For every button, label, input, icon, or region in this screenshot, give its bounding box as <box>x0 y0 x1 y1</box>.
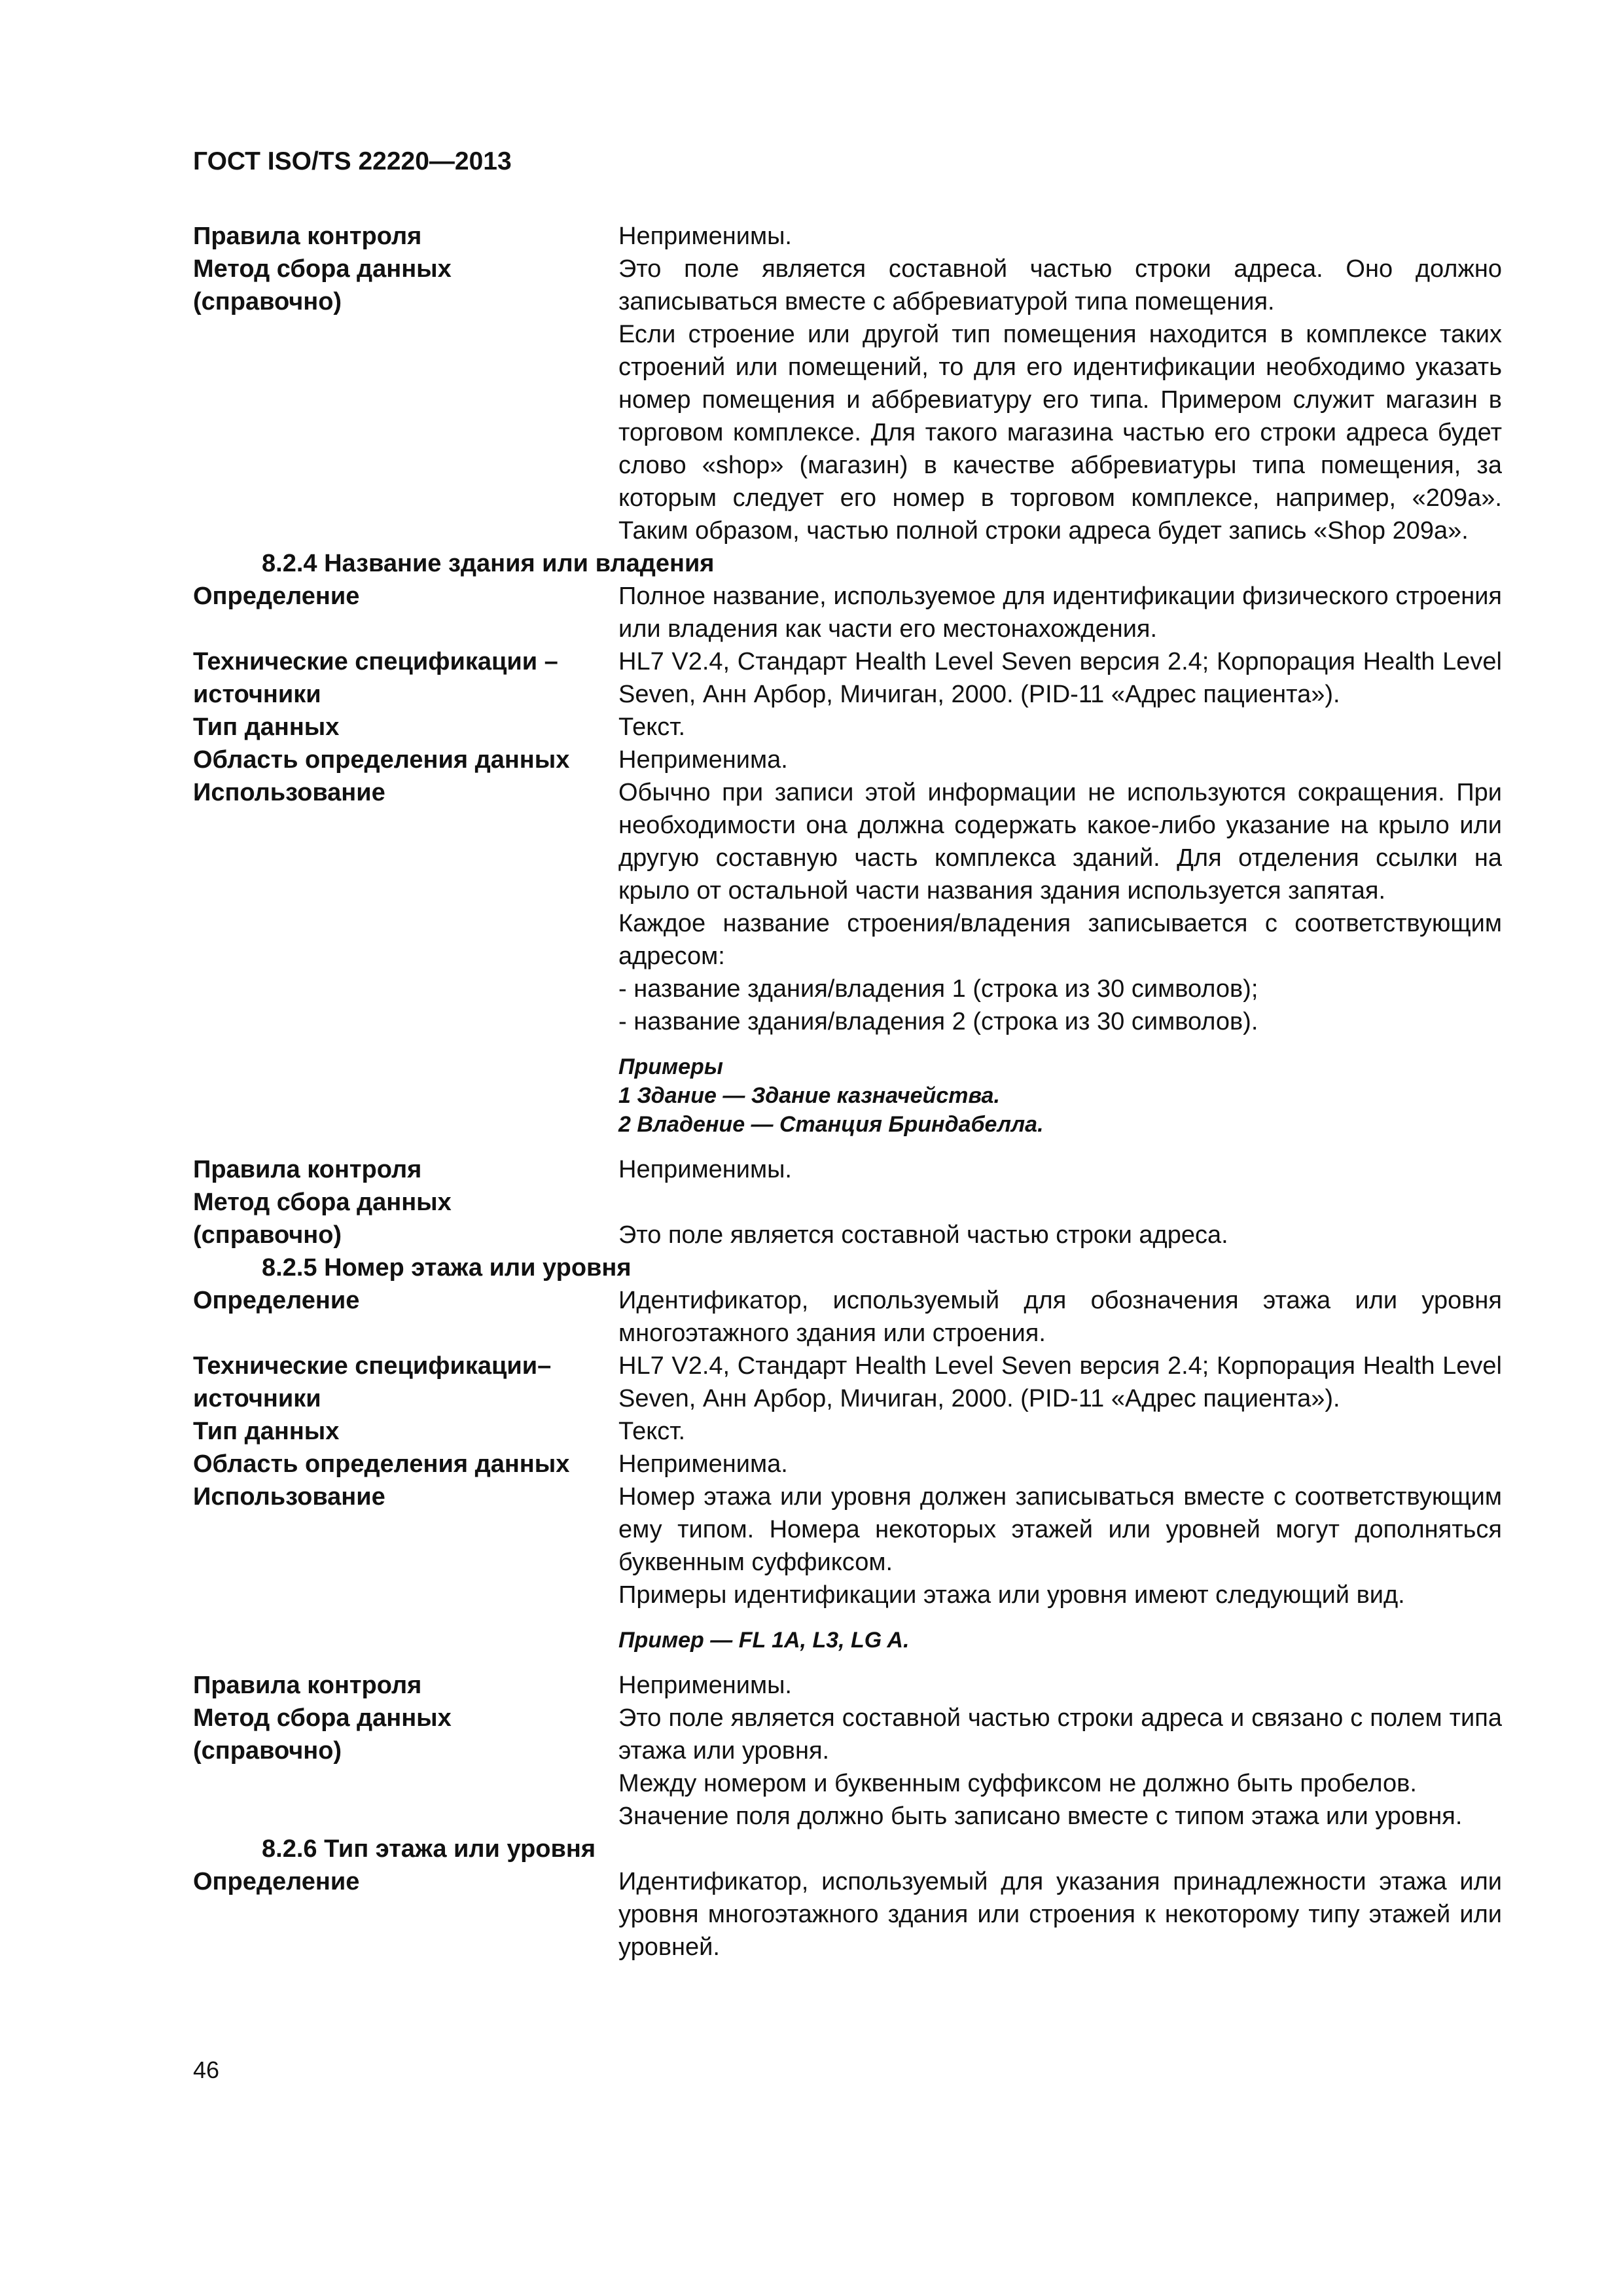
field-label: Метод сбора данных <box>193 1189 452 1216</box>
page-number: 46 <box>193 2056 220 2083</box>
list-item: - название здания/владения 2 (строка из 30 символов). <box>618 1008 1258 1035</box>
field-row-collection-method <box>193 1702 1502 1833</box>
section-heading: 8.2.6 Тип этажа или уровня <box>262 1835 596 1863</box>
field-row-tech-specs <box>193 1350 1502 1415</box>
field-value: HL7 V2.4, Стандарт Health Level Seven версия 2.4; Корпорация Health Level Seven, Анн Арбор, Мичиган, 2000. (PID-11 «Адрес пациента»). <box>618 648 1502 708</box>
field-value: HL7 V2.4, Стандарт Health Level Seven версия 2.4; Корпорация Health Level Seven, Анн Арбор, Мичиган, 2000. (PID-11 «Адрес пациента»). <box>618 1352 1502 1412</box>
field-label: Определение <box>193 1287 360 1314</box>
field-value: Если строение или другой тип помещения находится в комплексе таких строений или помещений, то для его идентификации необходимо указать номер помещения и аббревиатуру его типа. Примером служит магазин в торговом комплексе. Для такого магазина частью его строки адреса будет слово «shop» (магазин) в качестве аббревиатуры типа помещения, за которым следует его номер в торговом комплексе, например, «209а». Таким образом, частью полной строки адреса будет запись «Shop 209а». <box>618 321 1502 545</box>
field-row-collection-method <box>193 253 1502 547</box>
field-row-definition <box>193 1284 1502 1350</box>
field-value: Каждое название строения/владения записывается с соответствующим адресом: <box>618 910 1502 970</box>
field-value: Это поле является составной частью строки адреса. <box>618 1221 1228 1249</box>
field-value: Значение поля должно быть записано вместе с типом этажа или уровня. <box>618 1803 1463 1830</box>
field-value: Между номером и буквенным суффиксом не должно быть пробелов. <box>618 1770 1417 1797</box>
field-label: Технические спецификации – <box>193 648 558 675</box>
field-label: Тип данных <box>193 713 340 741</box>
field-label: источники <box>193 681 321 708</box>
field-value: Текст. <box>618 713 686 741</box>
field-label: Правила контроля <box>193 1672 422 1699</box>
field-label: (справочно) <box>193 288 342 315</box>
example-item: Пример — FL 1А, L3, LG A. <box>618 1628 910 1653</box>
field-label: Определение <box>193 1868 360 1895</box>
field-value: Неприменимы. <box>618 1672 792 1699</box>
field-row-definition <box>193 1865 1502 1964</box>
field-label: Правила контроля <box>193 223 422 250</box>
field-row-usage <box>193 1480 1502 1669</box>
field-label: Тип данных <box>193 1418 340 1445</box>
field-row-definition <box>193 580 1502 645</box>
field-value: Неприменимы. <box>618 223 792 250</box>
example-title: Примеры <box>618 1054 723 1079</box>
field-label: Метод сбора данных <box>193 1704 452 1732</box>
document-header: ГОСТ ISO/TS 22220—2013 <box>193 147 512 175</box>
field-row-control-rules <box>193 220 1502 253</box>
field-label: Технические спецификации– <box>193 1352 552 1380</box>
field-value: Неприменимы. <box>618 1156 792 1183</box>
field-value: Примеры идентификации этажа или уровня имеют следующий вид. <box>618 1581 1405 1609</box>
field-row-data-type <box>193 711 1502 744</box>
field-row-control-rules <box>193 1669 1502 1702</box>
field-label: Область определения данных <box>193 1450 570 1478</box>
field-row-control-rules <box>193 1153 1502 1186</box>
field-label: Определение <box>193 583 360 610</box>
example-item: 2 Владение — Станция Бриндабелла. <box>618 1112 1044 1137</box>
field-value: Текст. <box>618 1418 686 1445</box>
field-value: Идентификатор, используемый для обозначения этажа или уровня многоэтажного здания или строения. <box>618 1287 1502 1347</box>
field-value: Полное название, используемое для идентификации физического строения или владения как части его местонахождения. <box>618 583 1502 643</box>
field-row-tech-specs <box>193 645 1502 711</box>
section-heading: 8.2.5 Номер этажа или уровня <box>262 1254 632 1282</box>
field-value: Неприменима. <box>618 746 788 774</box>
field-label: (справочно) <box>193 1737 342 1765</box>
field-value: Идентификатор, используемый для указания принадлежности этажа или уровня многоэтажного здания или строения к некоторому типу этажей или уровней. <box>618 1868 1502 1961</box>
field-row-data-domain <box>193 744 1502 776</box>
example-item: 1 Здание — Здание казначейства. <box>618 1083 1000 1108</box>
field-row-collection-method <box>193 1186 1502 1251</box>
field-label: Область определения данных <box>193 746 570 774</box>
field-label: Метод сбора данных <box>193 255 452 283</box>
field-value: Это поле является составной частью строки адреса и связано с полем типа этажа или уровня. <box>618 1704 1502 1765</box>
field-label: (справочно) <box>193 1221 342 1249</box>
field-row-data-type <box>193 1415 1502 1448</box>
field-value: Это поле является составной частью строки адреса. Оно должно записываться вместе с аббревиатурой типа помещения. <box>618 255 1502 315</box>
field-label: Использование <box>193 779 385 806</box>
section-heading: 8.2.4 Название здания или владения <box>262 550 715 577</box>
field-row-usage <box>193 776 1502 1153</box>
list-item: - название здания/владения 1 (строка из 30 символов); <box>618 975 1258 1003</box>
field-value: Номер этажа или уровня должен записываться вместе с соответствующим ему типом. Номера некоторых этажей или уровней могут дополняться буквенным суффиксом. <box>618 1483 1502 1576</box>
field-row-data-domain <box>193 1448 1502 1480</box>
field-value: Обычно при записи этой информации не используются сокращения. При необходимости она должна содержать какое-либо указание на крыло или другую составную часть комплекса зданий. Для отделения ссылки на крыло от остальной части названия здания используется запятая. <box>618 779 1502 905</box>
field-value: Неприменима. <box>618 1450 788 1478</box>
page-content <box>193 220 1502 1964</box>
field-label: источники <box>193 1385 321 1412</box>
field-label: Правила контроля <box>193 1156 422 1183</box>
field-label: Использование <box>193 1483 385 1511</box>
